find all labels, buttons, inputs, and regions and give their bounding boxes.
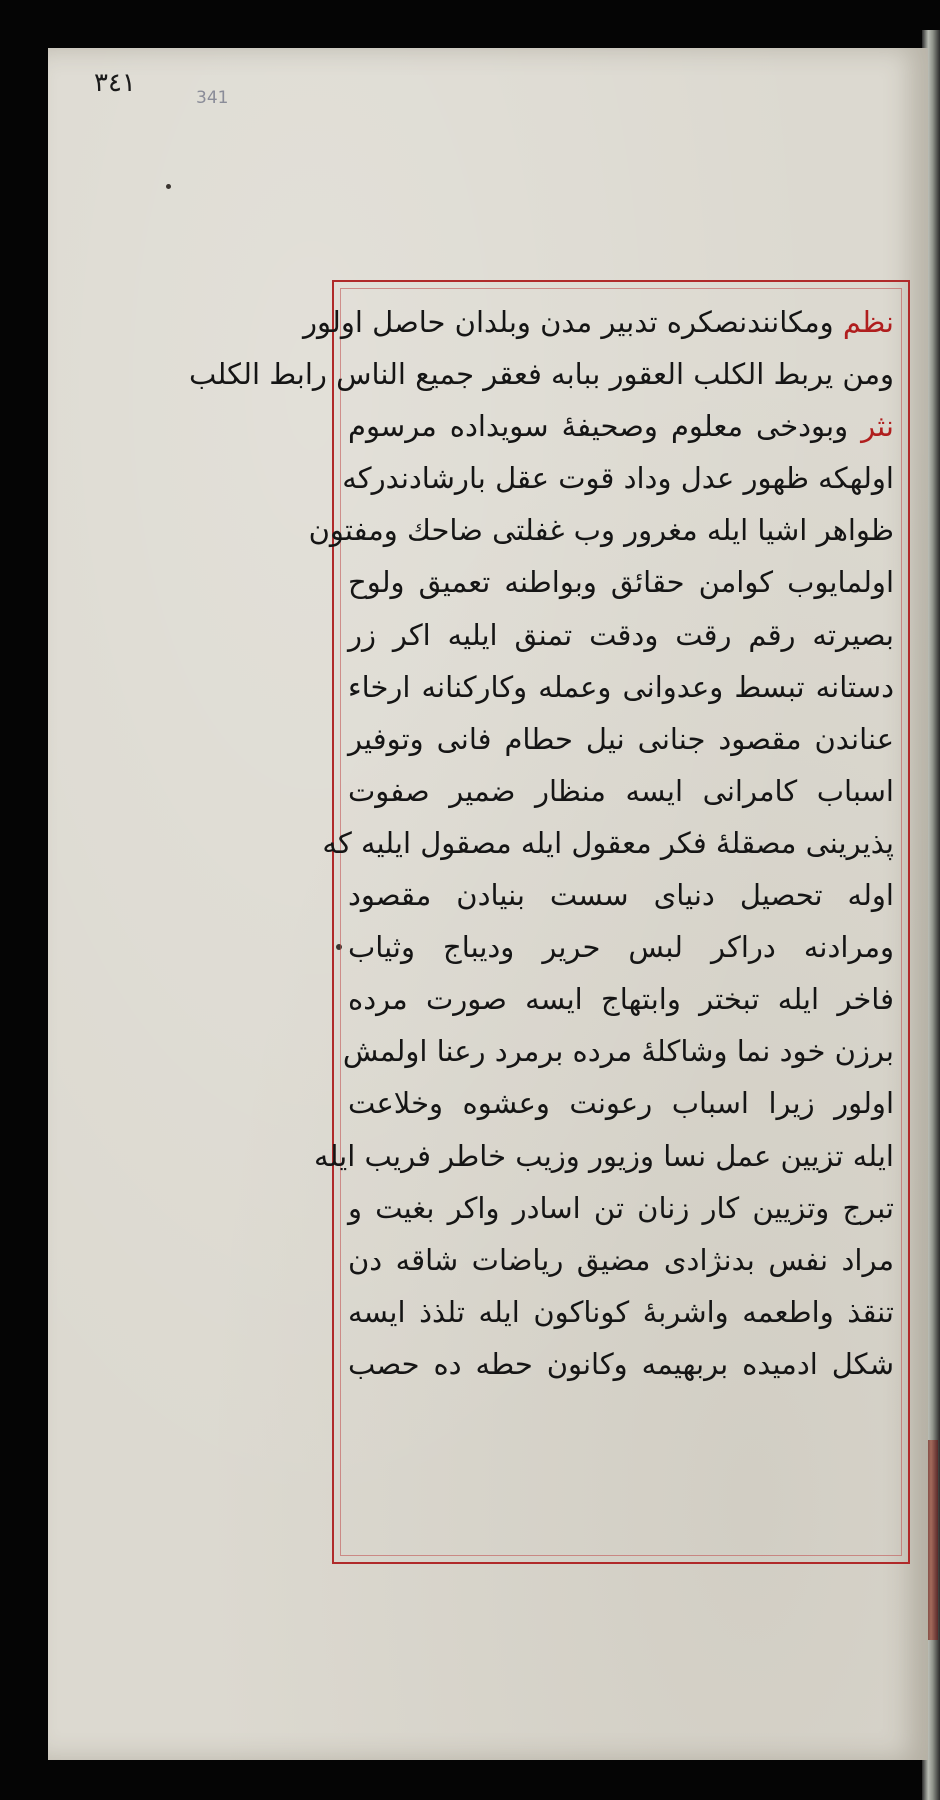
line-text: ومن يربط الكلب العقور ببابه فعقر جميع الناس رابط الكلب	[189, 357, 894, 392]
line-text: عناندن مقصود جنانی نيل حطام فانی وتوفير	[348, 721, 894, 756]
line-text: اولور زيرا اسباب رعونت وعشوه وخلاعت	[348, 1086, 894, 1121]
ink-speck	[166, 184, 171, 189]
text-line	[314, 1130, 894, 1182]
text-line	[348, 661, 894, 713]
text-line	[342, 1025, 894, 1077]
folio-number: ٣٤١	[94, 68, 136, 98]
pencil-folio-number: 341	[196, 88, 229, 108]
text-line	[348, 765, 894, 817]
line-text: فاخر ايله تبختر وابتهاج ايسه صورت مرده	[348, 982, 894, 1017]
text-line	[348, 973, 894, 1025]
text-line	[348, 1286, 894, 1338]
line-text: مراد نفس بدنژادی مضيق رياضات شاقه دن	[348, 1242, 894, 1277]
line-text: وبودخی معلوم وصحيفهٔ سويداده مرسوم	[348, 409, 849, 444]
line-text: اولهكه ظهور عدل وداد قوت عقل بارشادندركه	[342, 461, 894, 496]
line-text: ومكانندنصكره تدبير مدن وبلدان حاصل اولور	[303, 305, 834, 339]
text-line	[342, 452, 894, 504]
line-text: برزن خود نما وشاكلهٔ مرده برمرد رعنا اولمش	[342, 1034, 894, 1069]
text-line	[303, 296, 894, 348]
text-line	[348, 1338, 894, 1390]
line-text: ومرادنه دراكر لبس حرير ودیباج وثياب	[348, 930, 894, 965]
line-text: اولمايوب كوامن حقائق وبواطنه تعميق ولوح	[348, 565, 894, 600]
line-text: شكل ادمیده بربهيمه وكانون حطه ده حصب	[348, 1346, 894, 1381]
line-text: اسباب كامرانی ايسه منظار ضمير صفوت	[348, 773, 894, 808]
line-text: تبرج وتزيين كار زنان تن اسادر واكر بغيت و	[348, 1190, 894, 1225]
text-line	[348, 1182, 894, 1234]
line-text: بصيرته رقم رقت ودقت تمنق ايليه اكر زر	[348, 617, 894, 652]
line-text: دستانه تبسط وعدوانی وعمله وكاركنانه ارخاء	[348, 669, 894, 704]
text-line	[348, 609, 894, 661]
text-line	[322, 817, 894, 869]
text-line	[308, 504, 894, 556]
manuscript-text-block	[189, 296, 894, 1548]
line-text: ايله تزيين عمل نسا وزيور وزيب خاطر فريب ايله	[314, 1138, 894, 1173]
text-line	[348, 869, 894, 921]
text-line	[189, 348, 894, 400]
text-line	[348, 556, 894, 608]
text-line	[348, 1077, 894, 1129]
text-line	[348, 1234, 894, 1286]
line-text: ظواهر اشيا ايله مغرور وب غفلتی ضاحك ومفتون	[308, 513, 894, 548]
rubric-word: نظم	[842, 305, 894, 339]
text-line	[348, 921, 894, 973]
text-line	[348, 400, 894, 452]
line-text: پذيرينی مصقلهٔ فكر معقول ايله مصقول ايليه كه	[322, 825, 894, 860]
line-text: تنقذ واطعمه واشربهٔ كوناكون ايله تلذذ ايسه	[348, 1294, 894, 1329]
text-line	[348, 713, 894, 765]
line-text: اوله تحصيل دنيای سست بنيادن مقصود	[348, 878, 894, 913]
rubric-word: نثر	[861, 409, 894, 444]
